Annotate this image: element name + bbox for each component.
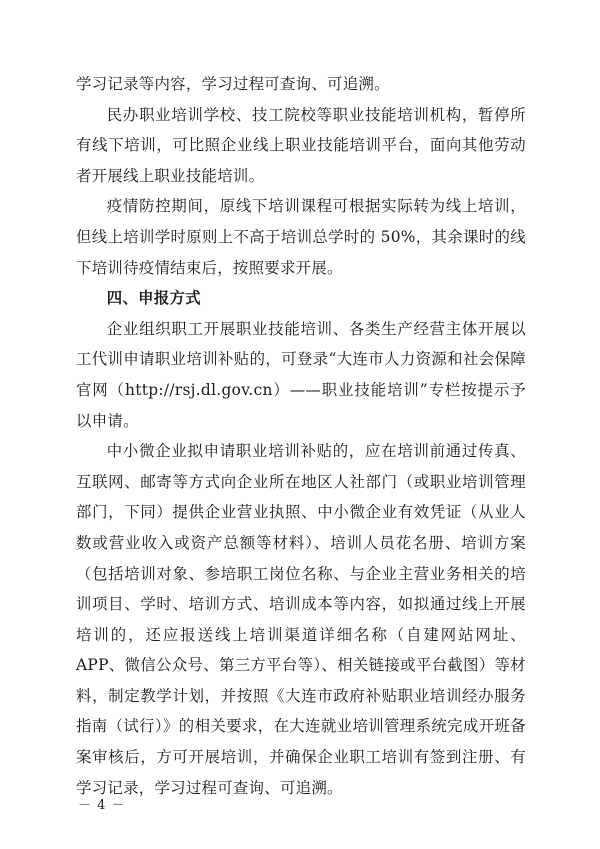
paragraph-epidemic-period: 疫情防控期间，原线下培训课程可根据实际转为线上培训，但线上培训学时原则上不高于培训总学时的 50%，其余课时的线下培训待疫情结束后，按照要求开展。 [76,197,526,277]
document-body [76,69,526,803]
paragraph-training-institutions: 民办职业培训学校、技工院校等职业技能培训机构，暂停所有线下培训，可比照企业线上职业技能培训平台，面向其他劳动者开展线上职业技能培训。 [76,105,526,185]
paragraph-application-online: 企业组织职工开展职业技能培训、各类生产经营主体开展以工代训申请职业培训补贴的，可登录“大连市人力资源和社会保障官网（http://rsj.dl.gov.cn）——职业技能培训”专栏按提示予以申请。 [76,319,526,430]
continued-paragraph: 学习记录等内容，学习过程可查询、可追溯。 [76,75,390,93]
paragraph-sme-application: 中小微企业拟申请职业培训补贴的，应在培训前通过传真、互联网、邮寄等方式向企业所在地区人社部门（或职业培训管理部门，下同）提供企业营业执照、中小微企业有效凭证（从业人数或营业收入或资产总额等材料）、培训人员花名册、培训方案（包括培训对象、参培职工岗位名称、与企业主营业务相关的培训项目、学时、培训方式、培训成本等内容，如拟通过线上开展培训的，还应报送线上培训渠道详细名称（自建网站网址、APP、微信公众号、第三方平台等）、相关链接或平台截图）等材料，制定教学计划，并按照《大连市政府补贴职业培训经办服务指南（试行）》的相关要求，在大连就业培训管理系统完成开班备案审核后，方可开展培训，并确保企业职工培训有签到注册、有学习记录，学习过程可查询、可追溯。 [76,442,526,797]
section-heading: 四、申报方式 [106,289,201,308]
page-number: － 4 － [78,798,126,813]
